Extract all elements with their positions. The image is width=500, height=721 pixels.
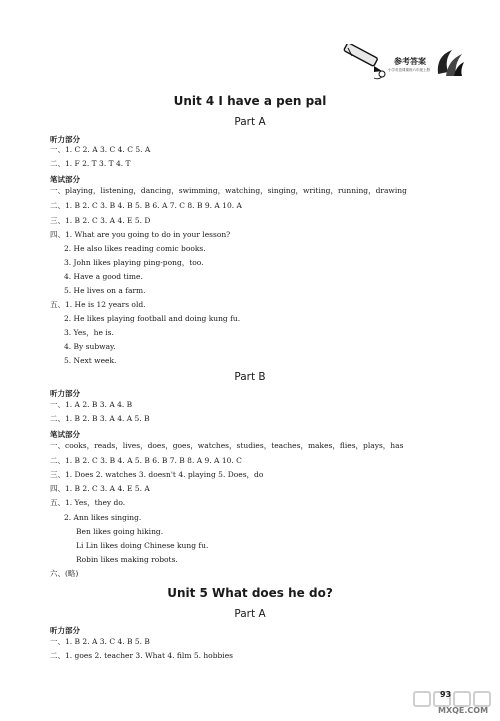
pencil-mouse-icon xyxy=(338,44,388,80)
answer-line: 二、1. B 2. B 3. A 4. A 5. B xyxy=(50,414,150,423)
answer-line: 2. He likes playing football and doing kung fu. xyxy=(64,314,241,323)
answer-line: 五、1. Yes，they do. xyxy=(50,498,126,507)
answer-line: 二、1. F 2. T 3. T 4. T xyxy=(50,159,131,168)
answer-line: 3. John likes playing ping-pong，too. xyxy=(64,258,204,267)
answer-line: 4. By subway. xyxy=(64,342,116,351)
answer-line: 2. Ann likes singing. xyxy=(64,513,142,522)
answer-line: 二、1. B 2. C 3. B 4. B 5. B 6. A 7. C 8. B 9. A 10. A xyxy=(50,201,242,210)
answer-line: Robin likes making robots. xyxy=(76,555,178,564)
answer-key-subtitle: 小学英语课课练六年级上册 xyxy=(388,68,430,72)
section-label-listening: 听力部分 xyxy=(50,626,80,635)
answer-key-header xyxy=(336,44,466,84)
section-label-written: 笔试部分 xyxy=(50,175,80,184)
answer-line: 一、playing，listening，dancing，swimming，watching，singing，writing，running，drawing xyxy=(50,186,407,195)
answer-line: Li Lin likes doing Chinese kung fu. xyxy=(76,541,209,550)
answer-line: 六、(略) xyxy=(50,569,79,578)
answer-line: 3. Yes，he is. xyxy=(64,328,114,337)
section-label-listening: 听力部分 xyxy=(50,389,80,398)
answer-key-title: 参考答案 xyxy=(394,57,426,66)
unit-title: Unit 4 I have a pen pal xyxy=(173,94,327,108)
watermark-text: MXQE.COM xyxy=(438,706,489,715)
answer-line: 四、1. What are you going to do in your lesson? xyxy=(50,230,231,239)
answer-line: 4. Have a good time. xyxy=(64,272,143,281)
answer-line: 五、1. He is 12 years old. xyxy=(50,300,146,309)
section-label-written: 笔试部分 xyxy=(50,430,80,439)
answer-line: 5. Next week. xyxy=(64,356,117,365)
section-label-listening: 听力部分 xyxy=(50,135,80,144)
part-title: Part A xyxy=(234,608,266,620)
answer-line: 一、1. A 2. B 3. A 4. B xyxy=(50,400,133,409)
answer-line: 5. He lives on a farm. xyxy=(64,286,146,295)
answer-line: 一、cooks，reads，lives，does，goes，watches，studies，teaches，makes，flies，plays，has xyxy=(50,441,404,450)
swirl-logo-icon xyxy=(434,46,466,78)
page-number: 93 xyxy=(440,690,452,699)
answer-line: 一、1. B 2. A 3. C 4. B 5. B xyxy=(50,637,150,646)
answer-line: 三、1. B 2. C 3. A 4. E 5. D xyxy=(50,216,151,225)
unit-title: Unit 5 What does he do? xyxy=(167,586,333,600)
part-title: Part A xyxy=(234,116,266,128)
answer-line: 三、1. Does 2. watches 3. doesn't 4. playing 5. Does，do xyxy=(50,470,264,479)
part-title: Part B xyxy=(234,371,266,383)
answer-line: 一、1. C 2. A 3. C 4. C 5. A xyxy=(50,145,151,154)
answer-line: 四、1. B 2. C 3. A 4. E 5. A xyxy=(50,484,150,493)
answer-line: Ben likes going hiking. xyxy=(76,527,164,536)
answer-line: 二、1. goes 2. teacher 3. What 4. film 5. hobbies xyxy=(50,651,233,660)
answer-line: 2. He also likes reading comic books. xyxy=(64,244,206,253)
answer-line: 二、1. B 2. C 3. B 4. A 5. B 6. B 7. B 8. A 9. A 10. C xyxy=(50,456,242,465)
